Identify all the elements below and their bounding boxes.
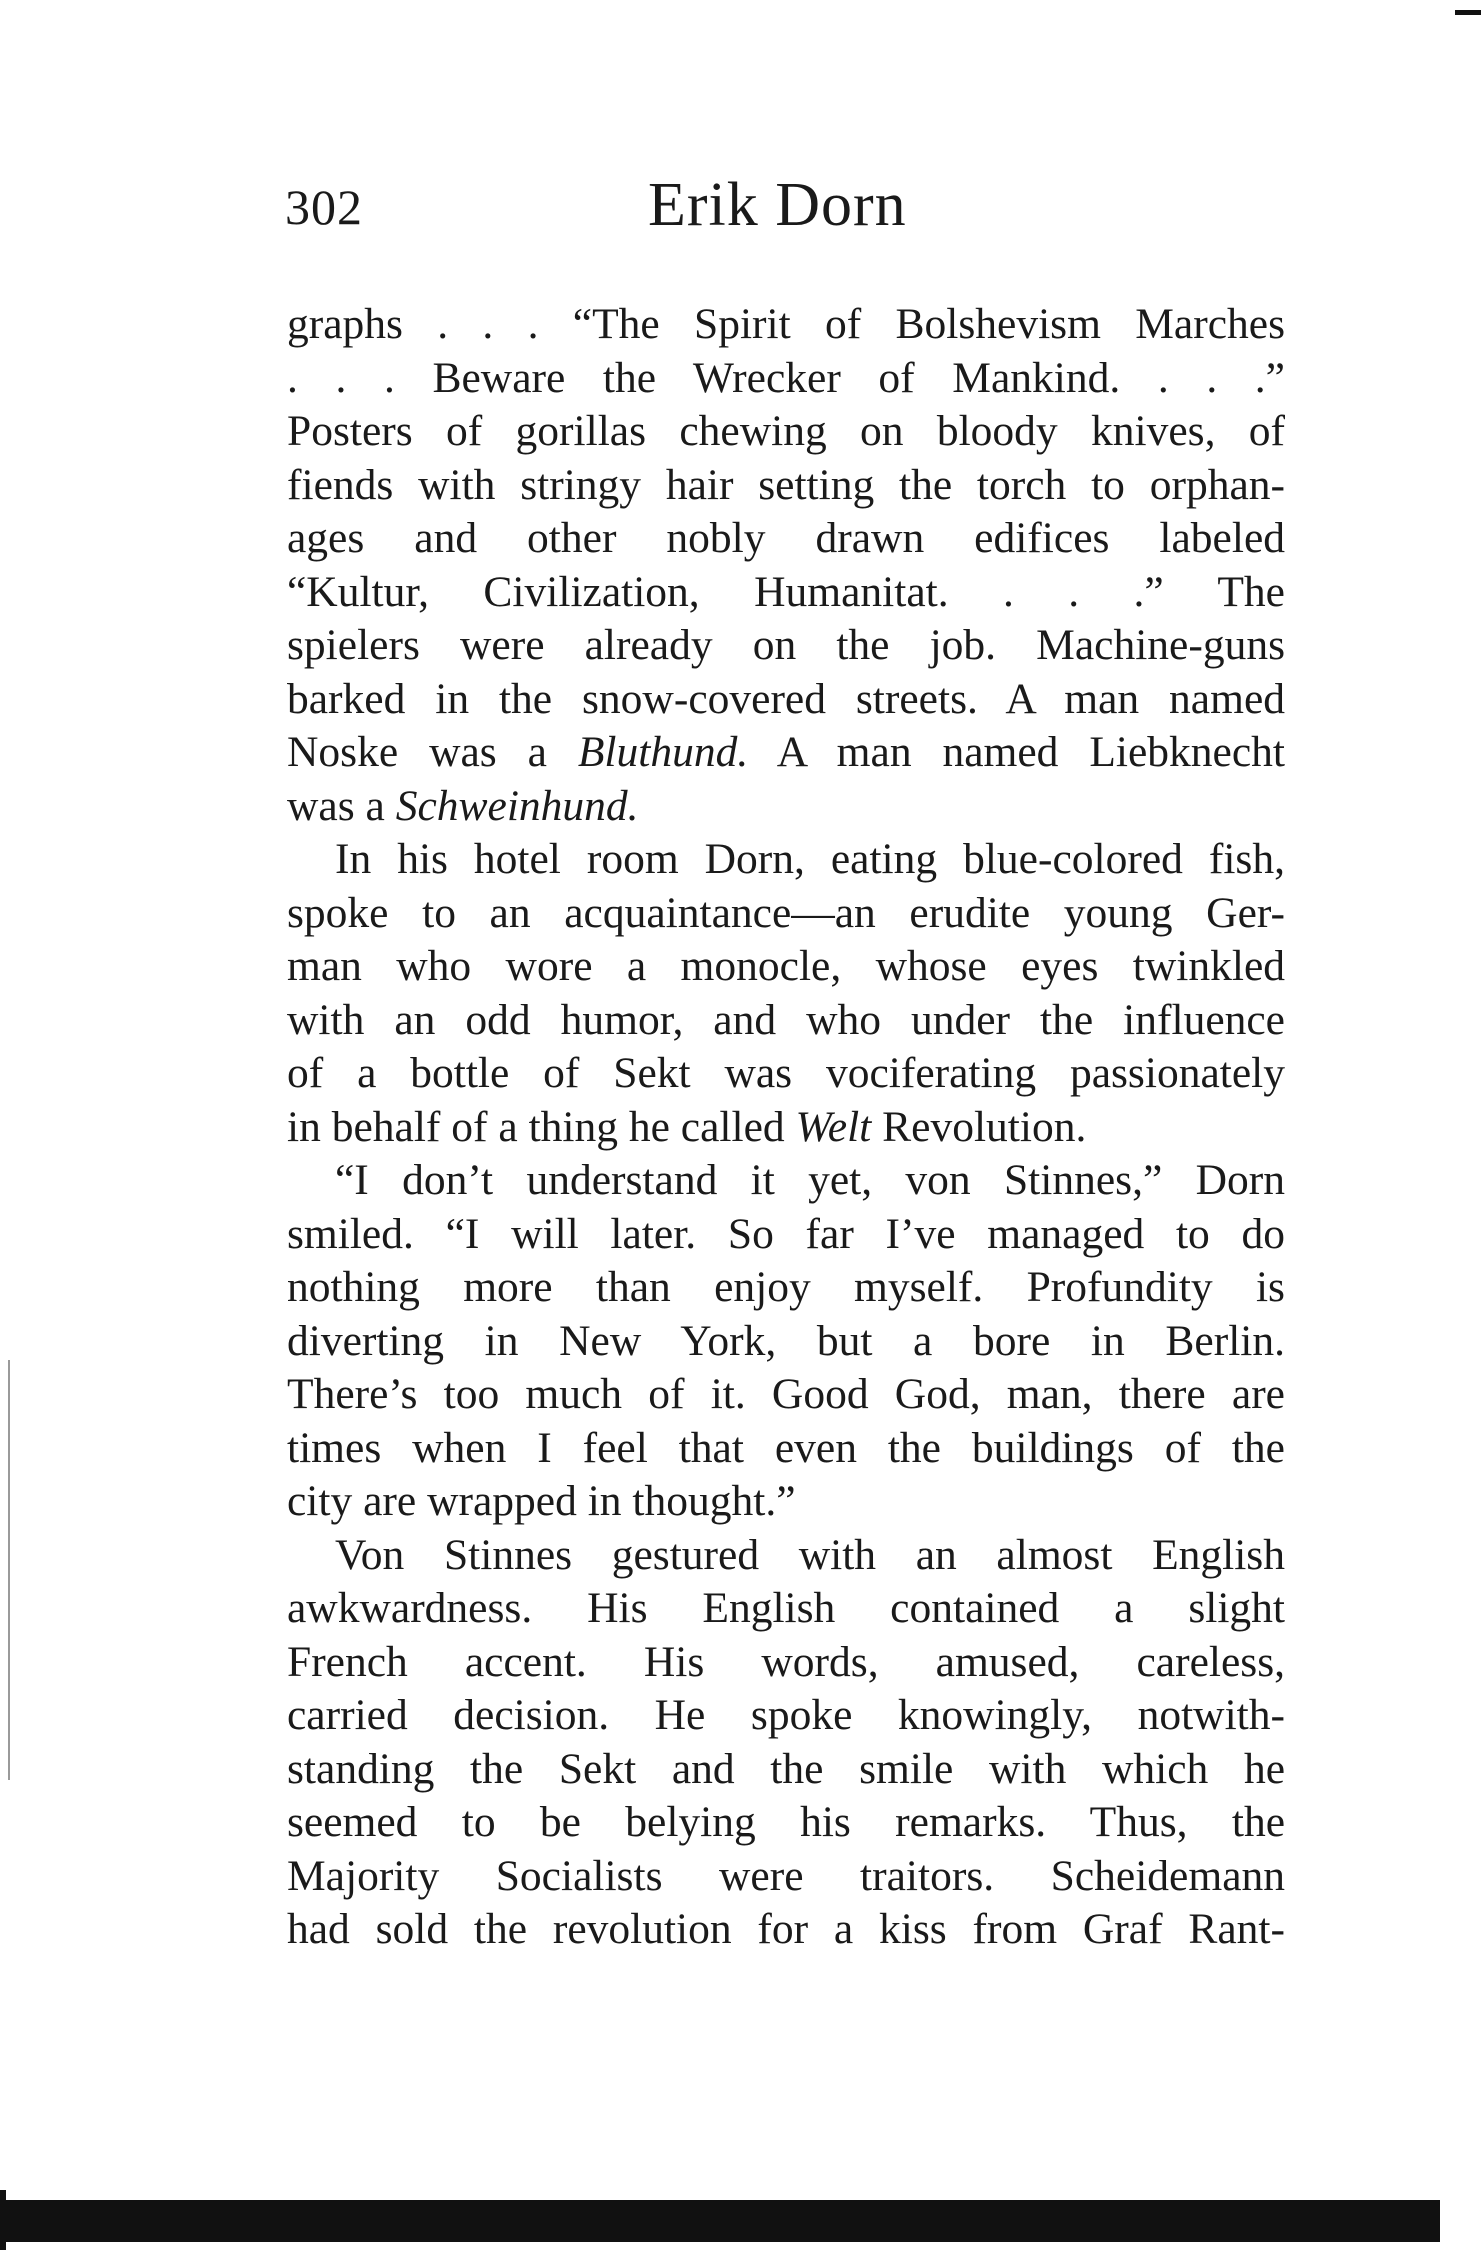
text-line: standing the Sekt and the smile with which he	[287, 1744, 1285, 1793]
text-line: Majority Socialists were traitors. Scheidemann	[287, 1851, 1285, 1900]
text-line: smiled. “I will later. So far I’ve managed to do	[287, 1209, 1285, 1258]
text-line: ages and other nobly drawn edifices labeled	[287, 514, 1285, 562]
scan-margin-line	[8, 1360, 10, 1780]
text-line	[287, 1101, 1285, 1155]
text-line: “Kultur, Civilization, Humanitat. . . .” The	[287, 567, 1285, 616]
paragraph-start: In his hotel room Dorn, eating blue-colored fish,	[335, 835, 1285, 883]
text-line: city are wrapped in thought.”	[287, 1477, 796, 1525]
text-line: graphs . . . “The Spirit of Bolshevism Marches	[287, 300, 1285, 348]
text-line: spielers were already on the job. Machine-guns	[287, 621, 1285, 669]
scan-edge-mark	[1455, 10, 1481, 15]
text-run: A man named Liebknecht	[748, 728, 1286, 776]
italic-term: Bluthund.	[577, 728, 749, 776]
italic-term: Schweinhund.	[395, 781, 639, 830]
text-line: seemed to be belying his remarks. Thus, the	[287, 1798, 1285, 1846]
text-line: French accent. His words, amused, careless,	[287, 1637, 1285, 1686]
scan-border-bottom	[0, 2200, 1440, 2242]
text-run: was a	[287, 781, 396, 830]
text-line: . . . Beware the Wrecker of Mankind. . . .”	[287, 353, 1285, 402]
text-line: times when I feel that even the buildings of the	[287, 1423, 1285, 1472]
text-line: awkwardness. His English contained a slight	[287, 1584, 1285, 1632]
text-line: with an odd humor, and who under the influence	[287, 995, 1285, 1044]
text-line: There’s too much of it. Good God, man, there are	[287, 1370, 1285, 1418]
text-line: spoke to an acquaintance—an erudite young Ger-	[287, 888, 1285, 937]
page-number: 302	[285, 179, 363, 235]
text-line: diverting in New York, but a bore in Berlin.	[287, 1316, 1285, 1365]
text-run: Noske was a	[287, 728, 578, 776]
text-line: man who wore a monocle, whose eyes twinkled	[287, 942, 1285, 990]
text-line	[287, 726, 1285, 780]
text-line: fiends with stringy hair setting the torch to orphan-	[287, 460, 1285, 509]
text-line: Posters of gorillas chewing on bloody knives, of	[287, 407, 1285, 455]
text-line: of a bottle of Sekt was vociferating passionately	[287, 1049, 1285, 1097]
body-text	[287, 298, 1285, 1957]
paragraph-start: Von Stinnes gestured with an almost English	[335, 1530, 1285, 1579]
text-line	[287, 780, 1285, 834]
italic-term: Welt	[795, 1102, 872, 1151]
text-line: barked in the snow-covered streets. A man named	[287, 674, 1285, 723]
running-title: Erik Dorn	[648, 171, 907, 239]
text-run: Revolution.	[871, 1102, 1087, 1151]
text-line: nothing more than enjoy myself. Profundity is	[287, 1263, 1285, 1311]
text-line: carried decision. He spoke knowingly, notwith-	[287, 1691, 1285, 1739]
paragraph-start: “I don’t understand it yet, von Stinnes,” Dorn	[335, 1156, 1285, 1204]
text-line: had sold the revolution for a kiss from Graf Rant-	[287, 1905, 1285, 1953]
text-run: in behalf of a thing he called	[287, 1102, 796, 1151]
